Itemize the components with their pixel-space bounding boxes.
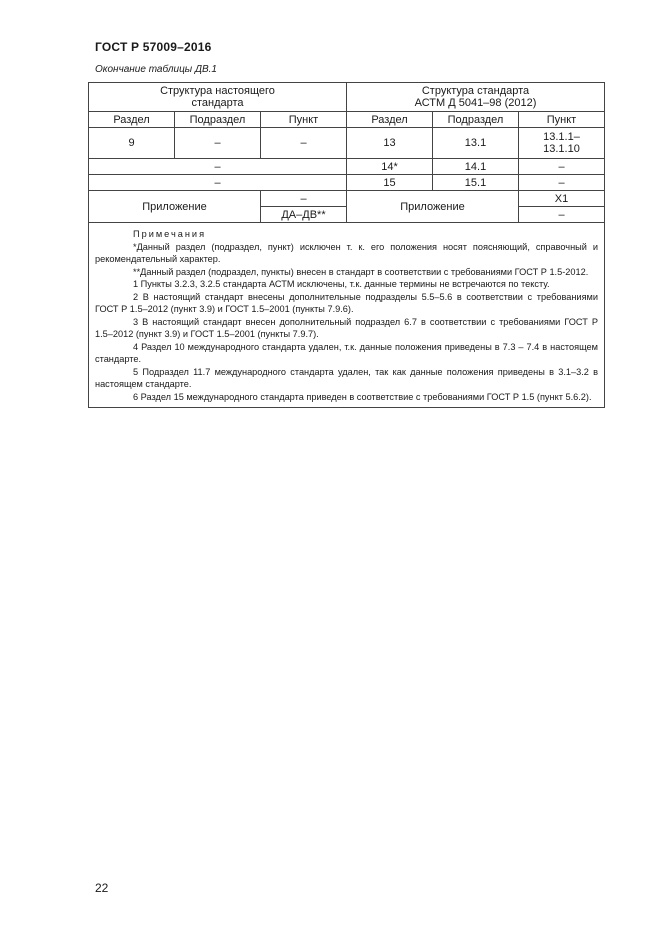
notes-row <box>89 223 605 408</box>
notes-cell <box>89 223 605 408</box>
table-cell: – <box>519 207 605 223</box>
group-header-left-line-1: Структура настоящего <box>160 85 275 97</box>
table-cell: 14* <box>347 159 433 175</box>
column-header: Пункт <box>261 112 347 128</box>
note-item: 4 Раздел 10 международного стандарта удален, т.к. данные положения приведены в 7.3 – 7.4 в настоящем стандарте. <box>95 341 598 364</box>
cell-line: 13.1.1– <box>543 131 580 143</box>
column-header: Пункт <box>519 112 605 128</box>
group-header-right-line-2: АСТМ Д 5041–98 (2012) <box>414 97 537 109</box>
group-header-right-line-1: Структура стандарта <box>421 85 530 97</box>
appendix-right-label: Приложение <box>347 191 519 223</box>
table-cell: 15 <box>347 175 433 191</box>
page-number: 22 <box>95 881 109 895</box>
table-cell: – <box>261 128 347 159</box>
table-caption: Окончание таблицы ДВ.1 <box>95 64 217 75</box>
group-header-row <box>89 83 605 112</box>
note-item: 6 Раздел 15 международного стандарта приведен в соответствие с требованиями ГОСТ Р 1.5 (пункт 5.6.2). <box>133 391 592 402</box>
table-cell: – <box>89 175 347 191</box>
table-cell: 9 <box>89 128 175 159</box>
table-cell: – <box>519 159 605 175</box>
note-item: 1 Пункты 3.2.3, 3.2.5 стандарта АСТМ исключены, т.к. данные термины не встречаются по тексту. <box>133 279 550 289</box>
table-cell: 13.1 <box>433 128 519 159</box>
table-cell: – <box>519 175 605 191</box>
table-cell: ДА–ДВ** <box>261 207 347 223</box>
group-header-current-standard <box>89 83 347 112</box>
group-header-astm-standard <box>347 83 605 112</box>
table-row <box>89 128 605 159</box>
table-row <box>89 159 605 175</box>
appendix-row <box>89 191 605 207</box>
notes-title: Примечания <box>133 229 207 239</box>
column-header: Раздел <box>347 112 433 128</box>
table-row <box>89 175 605 191</box>
document-code: ГОСТ Р 57009–2016 <box>95 40 212 54</box>
note-item: 5 Подраздел 11.7 международного стандарта удален, так как данные положения приведены в 3.1–3.2 в настоящем стандарте. <box>95 366 598 389</box>
sub-header-row <box>89 112 605 128</box>
table-cell <box>519 128 605 159</box>
cell-line: 13.1.10 <box>543 143 580 155</box>
note-item: *Данный раздел (подраздел, пункт) исключен т. к. его положения носят поясняющий, справочный и рекомендательный характер. <box>95 241 598 264</box>
group-header-left-line-2: стандарта <box>191 97 244 109</box>
table-cell: – <box>261 191 347 207</box>
table-cell: 14.1 <box>433 159 519 175</box>
table-cell: Х1 <box>519 191 605 207</box>
table-cell: 15.1 <box>433 175 519 191</box>
table-cell: 13 <box>347 128 433 159</box>
column-header: Подраздел <box>433 112 519 128</box>
column-header: Раздел <box>89 112 175 128</box>
table-cell: – <box>175 128 261 159</box>
column-header: Подраздел <box>175 112 261 128</box>
appendix-left-label: Приложение <box>89 191 261 223</box>
note-item: **Данный раздел (подраздел, пункты) внесен в стандарт в соответствии с требованиями ГОСТ Р 1.5-2012. <box>133 266 589 277</box>
comparison-table <box>88 82 605 408</box>
table-cell: – <box>89 159 347 175</box>
note-item: 2 В настоящий стандарт внесены дополнительные подразделы 5.5–5.6 в соответствии с требованиями ГОСТ Р 1.5–2012 (пункт 3.9) и ГОСТ 1.5–2001 (пункты 7.9.6). <box>95 291 598 314</box>
note-item: 3 В настоящий стандарт внесен дополнительный подраздел 6.7 в соответствии с требованиями ГОСТ Р 1.5–2012 (пункт 3.9) и ГОСТ 1.5–2001 (пункты 7.9.7). <box>95 316 598 339</box>
